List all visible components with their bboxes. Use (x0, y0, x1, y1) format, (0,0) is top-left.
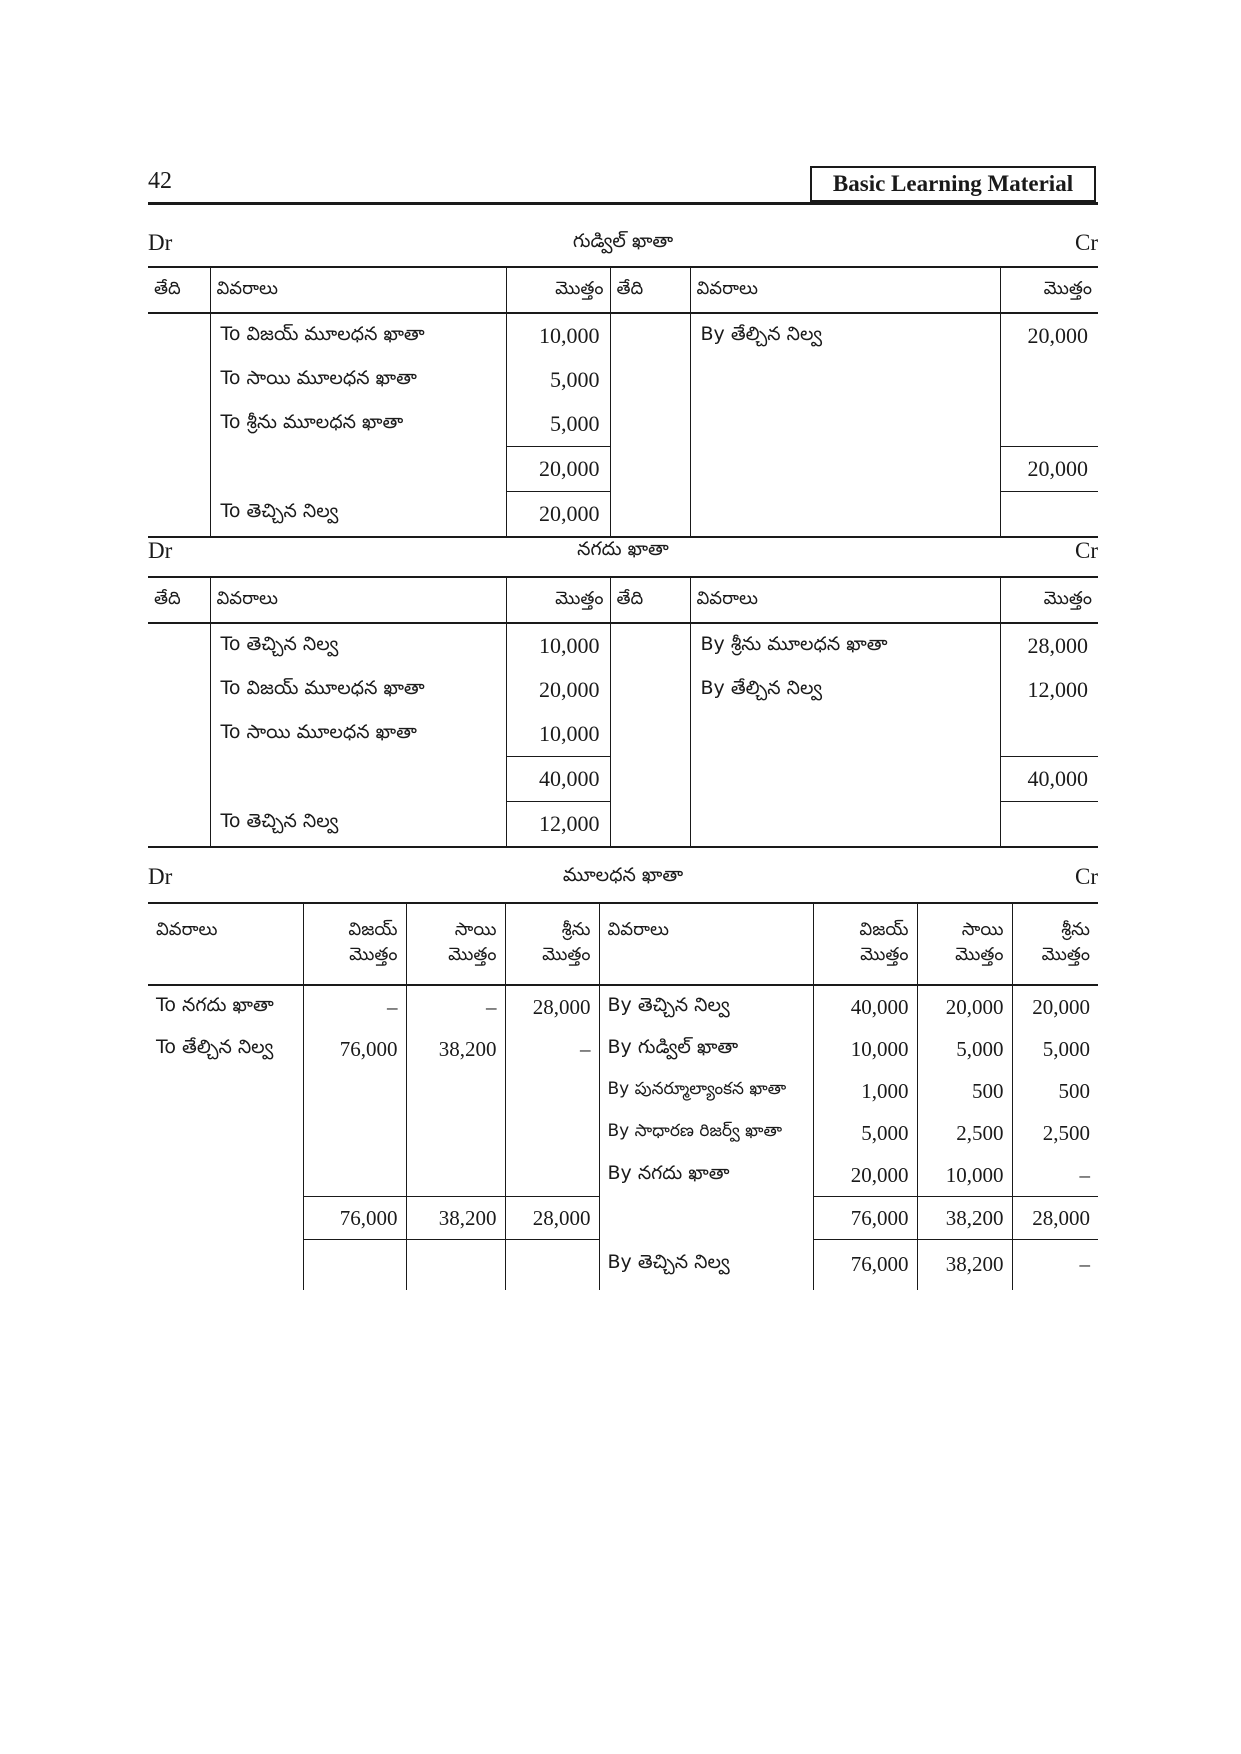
amount-header: మొత్తం (813, 944, 917, 985)
credit-srinu-total: 28,000 (1012, 1197, 1098, 1240)
particulars-header: వివరాలు (690, 577, 1000, 623)
capital-account-title-row (148, 864, 1098, 894)
ledger-row (148, 1112, 1098, 1154)
ledger-header-row (148, 577, 1098, 623)
ledger-row (148, 623, 1098, 668)
debit-particulars: To తేల్చిన నిల్వ (156, 1035, 274, 1058)
ledger-balance-row (148, 492, 1098, 538)
date-header: తేది (610, 577, 690, 623)
ledger-row (148, 313, 1098, 358)
credit-marker: Cr (1075, 230, 1098, 255)
credit-particulars: By సాధారణ రిజర్వ్ ఖాతా (599, 1112, 813, 1154)
debit-srinu-total: 28,000 (505, 1197, 599, 1240)
date-header: తేది (148, 267, 210, 313)
debit-marker: Dr (148, 538, 173, 563)
credit-particulars: By గుడ్విల్ ఖాతా (599, 1028, 813, 1070)
credit-total: 20,000 (1000, 447, 1098, 492)
credit-srinu-amount: 5,000 (1012, 1028, 1098, 1070)
ledger-balance-row (148, 802, 1098, 848)
debit-balance-amount: 20,000 (506, 492, 610, 538)
credit-particulars: By నగదు ఖాతా (599, 1154, 813, 1197)
amount-header: మొత్తం (506, 577, 610, 623)
credit-marker: Cr (1075, 864, 1098, 889)
date-header: తేది (610, 267, 690, 313)
particulars-header: వివరాలు (148, 903, 303, 944)
debit-total: 20,000 (506, 447, 610, 492)
amount-header: మొత్తం (917, 944, 1012, 985)
debit-balance-particulars: To తెచ్చిన నిల్వ (210, 492, 506, 538)
amount-header: మొత్తం (1000, 267, 1098, 313)
credit-vijay-amount: 10,000 (813, 1028, 917, 1070)
credit-vijay-amount: 1,000 (813, 1070, 917, 1112)
debit-srinu-amount: – (505, 1028, 599, 1070)
debit-particulars: To శ్రీను మూలధన ఖాతా (210, 402, 506, 447)
ledger-total-row (148, 757, 1098, 802)
amount-header: మొత్తం (506, 267, 610, 313)
ledger-balance-row (148, 1240, 1098, 1290)
credit-balance-sai: 38,200 (917, 1240, 1012, 1290)
debit-vijay-amount: – (303, 985, 406, 1028)
credit-amount: 28,000 (1000, 623, 1098, 668)
credit-sai-amount: 500 (917, 1070, 1012, 1112)
debit-amount: 10,000 (506, 712, 610, 757)
credit-balance-vijay: 76,000 (813, 1240, 917, 1290)
partner-srinu-header: శ్రీను (1012, 903, 1098, 944)
amount-header: మొత్తం (505, 944, 599, 985)
debit-particulars: To నగదు ఖాతా (156, 993, 274, 1016)
debit-particulars: To విజయ్ మూలధన ఖాతా (210, 313, 506, 358)
particulars-header: వివరాలు (599, 903, 813, 944)
capital-account-title: మూలధన ఖాతా (562, 864, 684, 886)
ledger-total-row (148, 447, 1098, 492)
debit-particulars: To సాయి మూలధన ఖాతా (210, 712, 506, 757)
debit-sai-amount: 38,200 (406, 1028, 505, 1070)
credit-particulars: By శ్రీను మూలధన ఖాతా (690, 623, 1000, 668)
credit-vijay-total: 76,000 (813, 1197, 917, 1240)
partner-srinu-header: శ్రీను (505, 903, 599, 944)
ledger-total-row (148, 1197, 1098, 1240)
page-number: 42 (148, 168, 172, 194)
debit-particulars: To విజయ్ మూలధన ఖాతా (210, 668, 506, 712)
debit-amount: 5,000 (506, 402, 610, 447)
capital-ledger-table (148, 902, 1098, 1290)
cash-account-title-row (148, 538, 1098, 568)
credit-amount: 12,000 (1000, 668, 1098, 712)
credit-particulars: By తేల్చిన నిల్వ (690, 313, 1000, 358)
credit-sai-amount: 20,000 (917, 985, 1012, 1028)
debit-srinu-amount: 28,000 (505, 985, 599, 1028)
ledger-row (148, 1028, 1098, 1070)
goodwill-account-title-row (148, 230, 1098, 260)
credit-srinu-amount: – (1012, 1154, 1098, 1197)
amount-header: మొత్తం (303, 944, 406, 985)
partner-vijay-header: విజయ్ (303, 903, 406, 944)
credit-vijay-amount: 5,000 (813, 1112, 917, 1154)
date-header: తేది (148, 577, 210, 623)
ledger-header-row (148, 267, 1098, 313)
ledger-row (148, 668, 1098, 712)
partner-sai-header: సాయి (406, 903, 505, 944)
debit-particulars: To తెచ్చిన నిల్వ (210, 623, 506, 668)
amount-header: మొత్తం (1000, 577, 1098, 623)
credit-sai-amount: 2,500 (917, 1112, 1012, 1154)
cash-account-title: నగదు ఖాతా (577, 538, 669, 560)
credit-balance-srinu: – (1012, 1240, 1098, 1290)
debit-total: 40,000 (506, 757, 610, 802)
partner-vijay-header: విజయ్ (813, 903, 917, 944)
amount-header: మొత్తం (1012, 944, 1098, 985)
credit-vijay-amount: 20,000 (813, 1154, 917, 1197)
capital-header-row (148, 903, 1098, 944)
credit-sai-amount: 5,000 (917, 1028, 1012, 1070)
debit-amount: 10,000 (506, 623, 610, 668)
credit-sai-amount: 10,000 (917, 1154, 1012, 1197)
goodwill-account-title: గుడ్విల్ ఖాతా (572, 230, 674, 252)
credit-sai-total: 38,200 (917, 1197, 1012, 1240)
debit-vijay-total: 76,000 (303, 1197, 406, 1240)
debit-particulars: To సాయి మూలధన ఖాతా (210, 358, 506, 402)
ledger-row (148, 1070, 1098, 1112)
particulars-header: వివరాలు (210, 267, 506, 313)
ledger-row (148, 1154, 1098, 1197)
credit-marker: Cr (1075, 538, 1098, 563)
debit-sai-amount: – (406, 985, 505, 1028)
credit-particulars: By తెచ్చిన నిల్వ (599, 985, 813, 1028)
ledger-row (148, 985, 1098, 1028)
credit-srinu-amount: 20,000 (1012, 985, 1098, 1028)
goodwill-ledger-table (148, 266, 1098, 538)
capital-subheader-row (148, 944, 1098, 985)
debit-sai-total: 38,200 (406, 1197, 505, 1240)
series-title-box: Basic Learning Material (810, 166, 1096, 202)
credit-srinu-amount: 500 (1012, 1070, 1098, 1112)
debit-amount: 5,000 (506, 358, 610, 402)
particulars-header: వివరాలు (690, 267, 1000, 313)
cash-ledger-table (148, 576, 1098, 848)
credit-particulars: By తేల్చిన నిల్వ (690, 668, 1000, 712)
ledger-row (148, 358, 1098, 402)
debit-amount: 20,000 (506, 668, 610, 712)
ledger-row (148, 712, 1098, 757)
amount-header: మొత్తం (406, 944, 505, 985)
credit-balance-particulars: By తెచ్చిన నిల్వ (599, 1240, 813, 1290)
debit-balance-particulars: To తెచ్చిన నిల్వ (210, 802, 506, 848)
debit-balance-amount: 12,000 (506, 802, 610, 848)
header-rule (148, 202, 1098, 205)
debit-marker: Dr (148, 230, 173, 255)
debit-vijay-amount: 76,000 (303, 1028, 406, 1070)
credit-total: 40,000 (1000, 757, 1098, 802)
credit-amount: 20,000 (1000, 313, 1098, 358)
credit-vijay-amount: 40,000 (813, 985, 917, 1028)
partner-sai-header: సాయి (917, 903, 1012, 944)
debit-marker: Dr (148, 864, 173, 889)
debit-amount: 10,000 (506, 313, 610, 358)
particulars-header: వివరాలు (210, 577, 506, 623)
credit-srinu-amount: 2,500 (1012, 1112, 1098, 1154)
credit-particulars: By పునర్మూల్యాంకన ఖాతా (599, 1070, 813, 1112)
ledger-row (148, 402, 1098, 447)
